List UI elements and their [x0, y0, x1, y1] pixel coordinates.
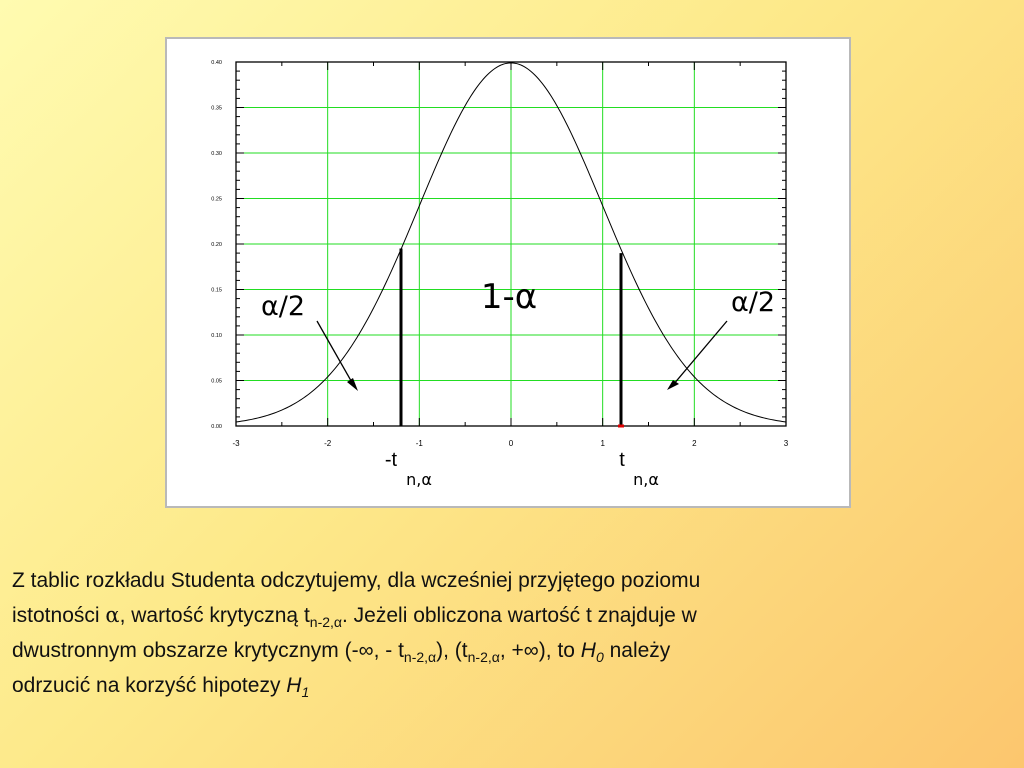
y-tick-label: 0.10	[211, 333, 222, 339]
y-tick-label: 0.35	[211, 105, 222, 112]
marks-layer	[401, 249, 624, 426]
y-tick-label: 0.40	[211, 60, 222, 66]
infinity-symbol: ∞	[358, 639, 374, 662]
x-tick-label: 1	[600, 439, 605, 448]
y-tick-label: 0.20	[211, 242, 222, 248]
x-tick-label: 3	[783, 439, 789, 448]
y-tick-label: 0.05	[211, 378, 222, 385]
caption-line-1: Z tablic rozkładu Studenta odczytujemy, dla wcześniej przyjętego poziomu	[12, 569, 701, 592]
left-arrow-head	[347, 378, 358, 391]
left-critical-sublabel: n,α	[406, 470, 432, 489]
chart-frame	[165, 37, 851, 508]
left-arrow	[317, 321, 354, 386]
x-tick-label: 0	[508, 439, 514, 448]
label-layer	[211, 60, 788, 448]
x-tick-label: -1	[415, 439, 423, 448]
grid-layer	[236, 62, 786, 426]
right-critical-label: t	[619, 449, 625, 471]
caption-text: Z tablic rozkładu Studenta odczytujemy, dla wcześniej przyjętego poziomu istotności α, wartość krytyczną $t_{n-2,\alpha}$. Jeżeli obliczona wartość t znajduje w dwustronnym obszarze krytycznym (-∞, - $t_{n-2,\alpha}$), ($t_{n-2,\alpha}$, +∞), to $H_0$ należy odrzucić na korzyść hipotezy $H_1$	[12, 569, 701, 701]
left-critical-label: -t	[384, 449, 398, 471]
y-tick-label: 0.25	[211, 196, 222, 203]
y-tick-label: 0.30	[211, 151, 222, 157]
x-tick-label: -2	[324, 439, 332, 448]
left-tail-label: α/2	[260, 291, 306, 322]
x-tick-label: 2	[692, 439, 697, 448]
right-arrow	[673, 321, 727, 385]
hypothesis-h0: $H_0$	[580, 639, 604, 666]
x-tick-label: -3	[232, 439, 240, 448]
y-tick-label: 0.00	[211, 424, 222, 430]
alpha-symbol: α	[105, 603, 120, 627]
right-arrow-head	[667, 380, 679, 390]
hypothesis-h1: $H_1$	[286, 674, 310, 701]
y-tick-label: 0.15	[211, 287, 222, 294]
right-tail-label: α/2	[730, 287, 776, 318]
right-critical-sublabel: n,α	[633, 470, 659, 489]
distribution-chart	[167, 39, 849, 506]
center-label: 1-α	[480, 277, 538, 317]
